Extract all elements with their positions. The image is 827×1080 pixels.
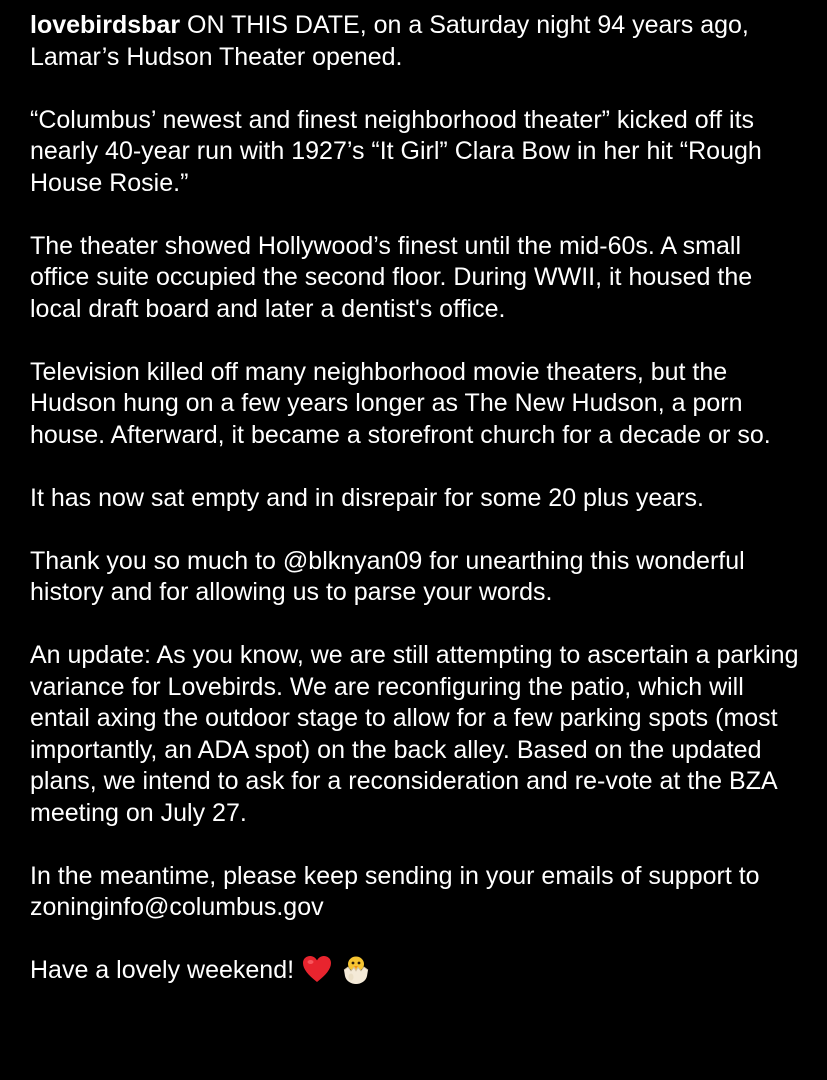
closing-text: Have a lovely weekend! [30,956,295,984]
caption-paragraph-6: Thank you so much to @blknyan09 for unearthing this wonderful history and for allowing us to parse your words. [30,546,745,606]
caption-paragraph-4: Television killed off many neighborhood movie theaters, but the Hudson hung on a few years longer as The New Hudson, a porn house. Afterward, it became a storefront church for a decade or so. [30,357,771,449]
post-caption [30,10,805,987]
caption-paragraph-9 [30,955,805,987]
caption-intro-text: ON THIS DATE, on a Saturday night 94 years ago, Lamar’s Hudson Theater opened. [30,11,749,71]
caption-paragraph-8: In the meantime, please keep sending in your emails of support to zoninginfo@columbus.gov [30,861,760,921]
caption-paragraph-2: “Columbus’ newest and finest neighborhood theater” kicked off its nearly 40-year run with 1927’s “It Girl” Clara Bow in her hit “Rough House Rosie.” [30,105,762,197]
caption-paragraph-5: It has now sat empty and in disrepair for some 20 plus years. [30,483,704,512]
username-link[interactable]: lovebirdsbar [30,11,181,39]
red-heart-icon [302,955,332,983]
caption-paragraph-3: The theater showed Hollywood’s finest until the mid-60s. A small office suite occupied the second floor. During WWII, it housed the local draft board and later a dentist's office. [30,231,753,323]
caption-paragraph-7: An update: As you know, we are still attempting to ascertain a parking variance for Lovebirds. We are reconfiguring the patio, which will entail axing the outdoor stage to allow for a few parking spots (most importantly, an ADA spot) on the back alley. Based on the updated plans, we intend to ask for a reconsideration and re-vote at the BZA meeting on July 27. [30,641,799,827]
hatching-chick-icon [340,953,372,985]
caption-paragraph-1 [30,10,805,73]
